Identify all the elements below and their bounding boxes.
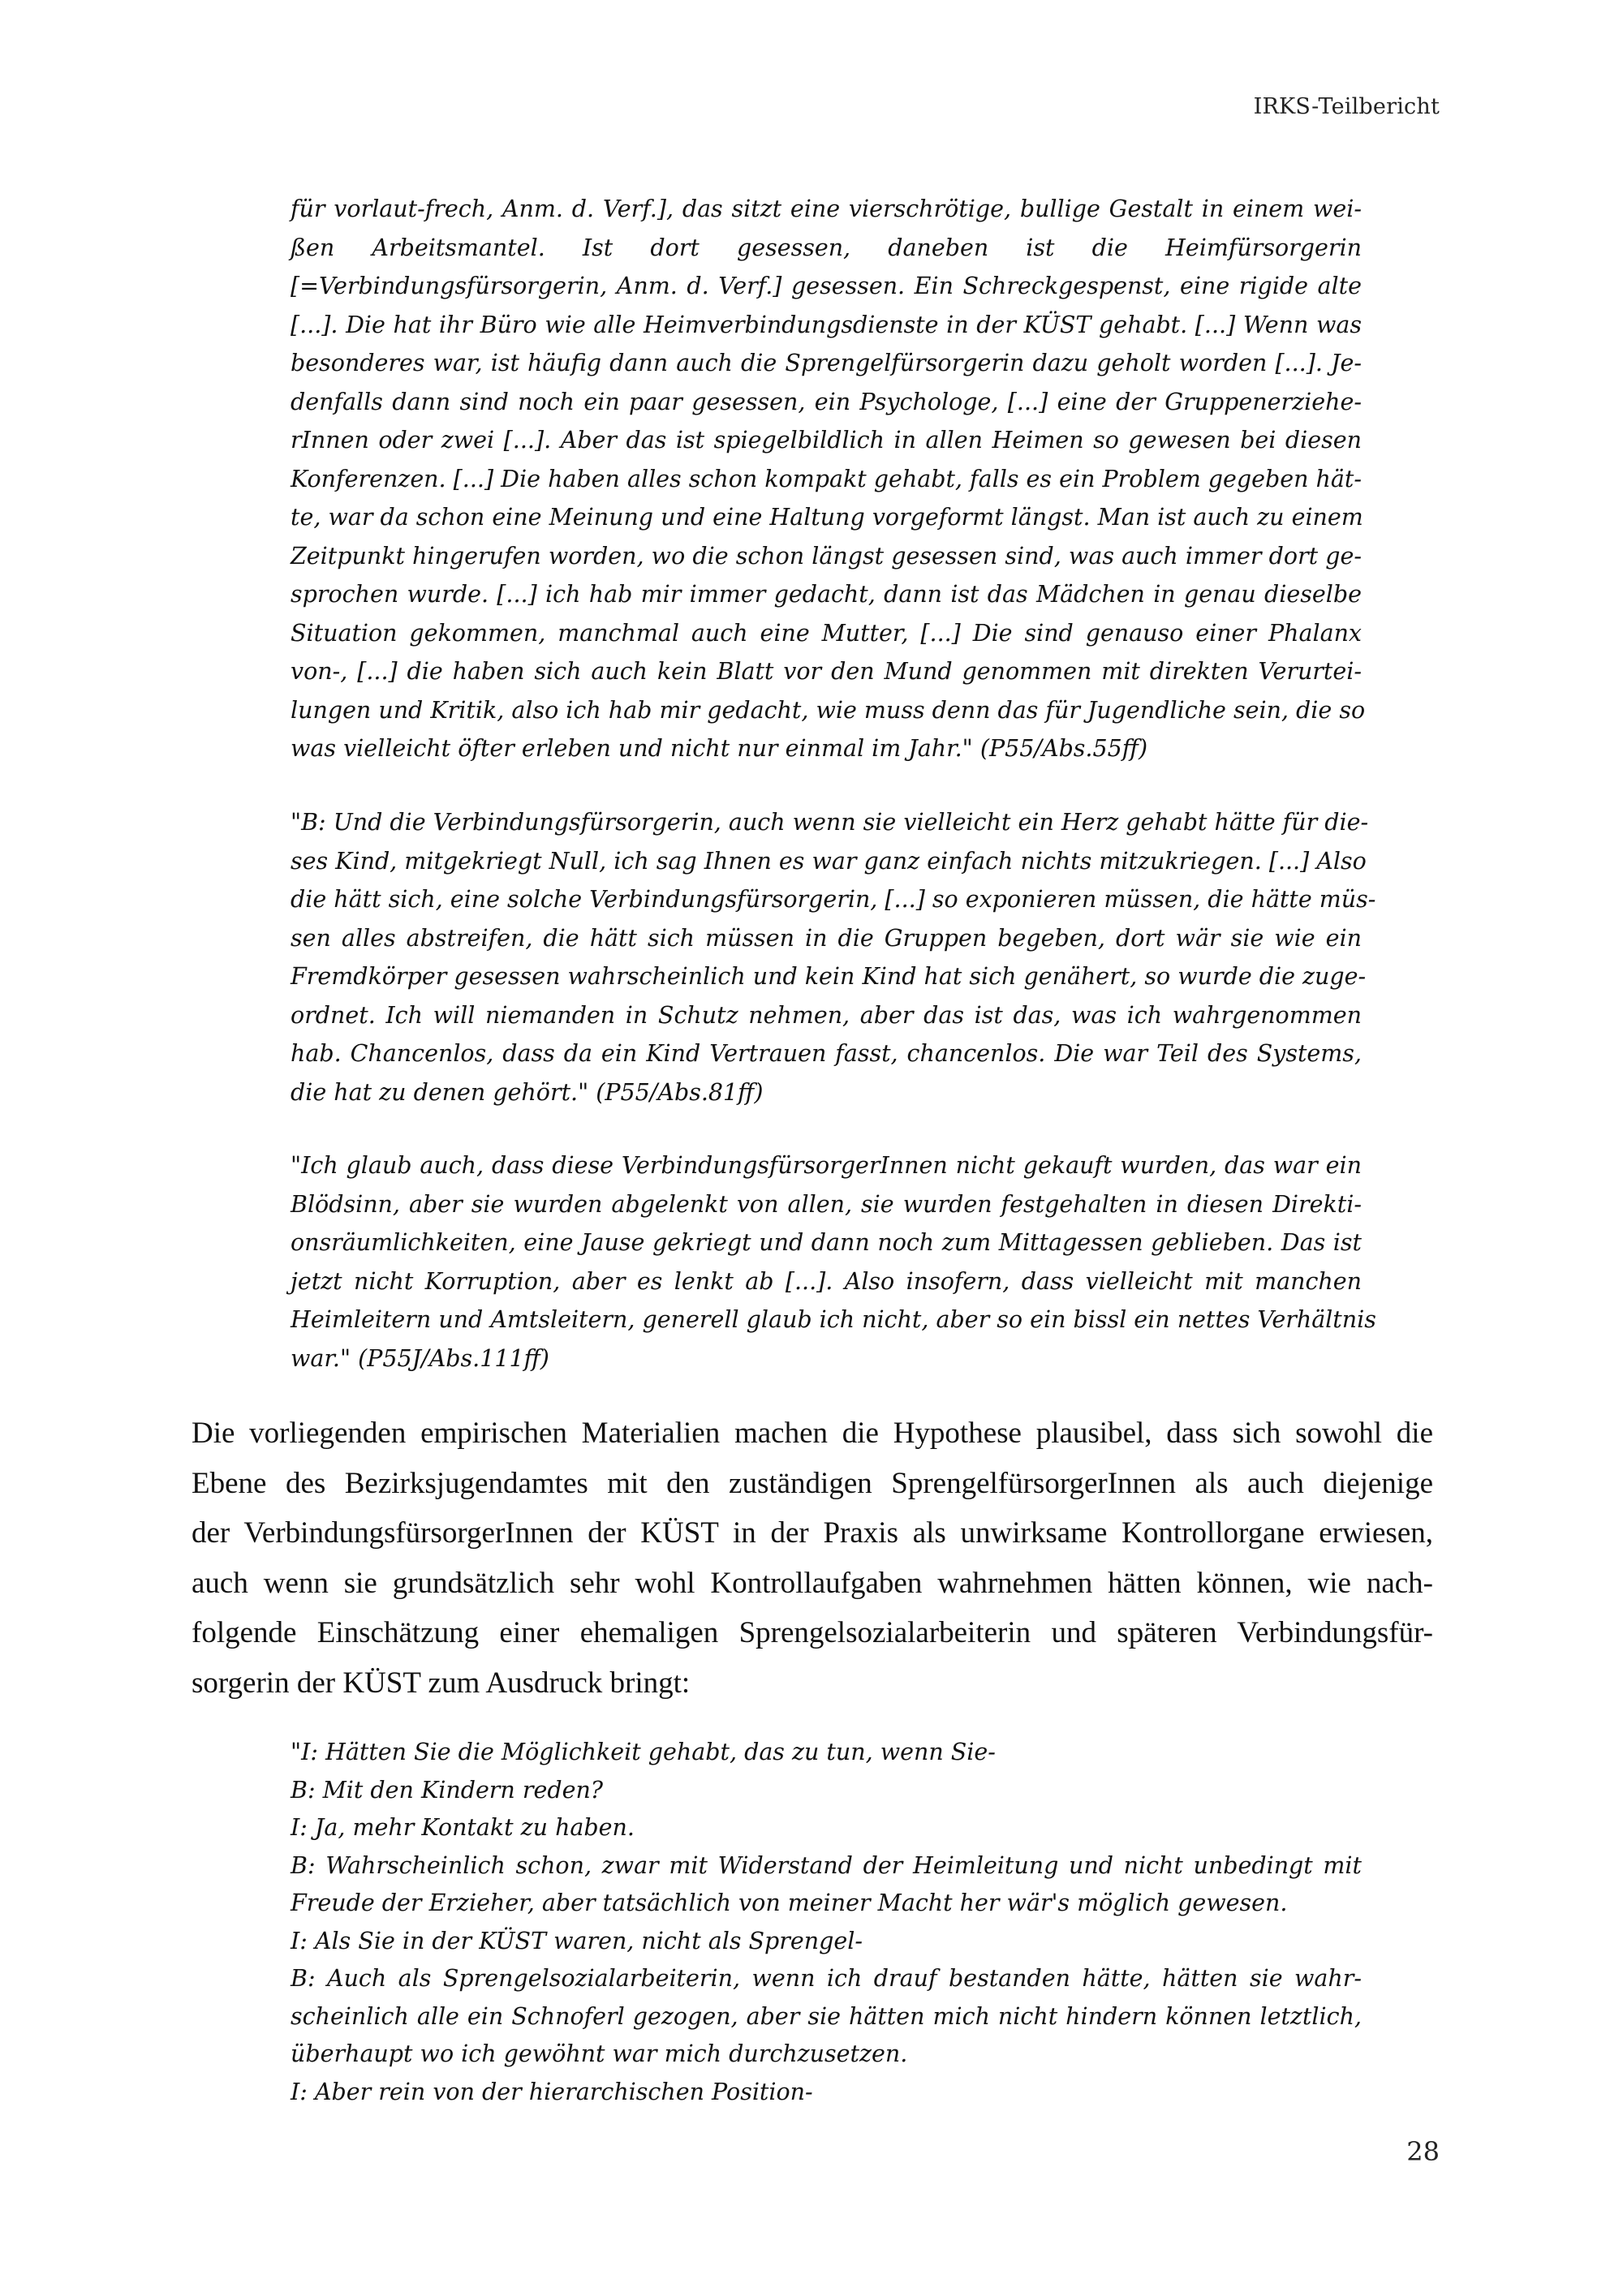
block-quote-3 — [291, 1146, 1376, 1378]
quote-line: für vorlaut-frech, Anm. d. Verf.], das sitzt eine vierschrötige, bullige Gestalt in einem wei- — [291, 196, 1362, 222]
quote-line: lungen und Kritik, also ich hab mir gedacht, wie muss denn das für Jugendliche sein, die so — [291, 696, 1366, 724]
quote-line: von-, [...] die haben sich auch kein Blatt vor den Mund genommen mit direkten Verurtei- — [291, 658, 1362, 685]
quote-line: "Ich glaub auch, dass diese VerbindungsfürsorgerInnen nicht gekauft wurden, das war ein — [291, 1152, 1362, 1179]
quote-line: ßen Arbeitsmantel. Ist dort gesessen, daneben ist die Heimfürsorgerin — [291, 234, 1362, 261]
quote-line: te, war da schon eine Meinung und eine Haltung vorgeformt längst. Man ist auch zu einem — [291, 504, 1363, 531]
running-header: IRKS-Teilbericht — [1253, 94, 1440, 119]
dialogue-line: I: Ja, mehr Kontakt zu haben. — [291, 1814, 635, 1841]
quote-line: Situation gekommen, manchmal auch eine Mutter, [...] Die sind genauso einer Phalanx — [291, 619, 1362, 647]
quote-line: Zeitpunkt hingerufen worden, wo die schon längst gesessen sind, was auch immer dort ge- — [291, 542, 1362, 570]
quote-line: Heimleitern und Amtsleitern, generell glaub ich nicht, aber so ein bissl ein nettes Verhältnis — [291, 1306, 1376, 1333]
quote-line: denfalls dann sind noch ein paar gesessen, ein Psychologe, [...] eine der Gruppenerziehe- — [291, 388, 1362, 415]
body-paragraph — [192, 1408, 1433, 1708]
quote-line: die hätt sich, eine solche Verbindungsfürsorgerin, [...] so exponieren müssen, die hätte müs- — [291, 886, 1376, 913]
dialogue-line: überhaupt wo ich gewöhnt war mich durchzusetzen. — [291, 2040, 908, 2067]
dialogue-line: I: Aber rein von der hierarchischen Position- — [291, 2078, 813, 2105]
quote-line: rInnen oder zwei [...]. Aber das ist spiegelbildlich in allen Heimen so gewesen bei diesen — [291, 427, 1362, 454]
quote-line: die hat zu denen gehört." (P55/Abs.81ff) — [291, 1078, 764, 1106]
dialogue-line: I: Als Sie in der KÜST waren, nicht als Sprengel- — [291, 1927, 863, 1954]
paragraph-line: Ebene des Bezirksjugendamtes mit den zuständigen SprengelfürsorgerInnen als auch diejenige — [192, 1466, 1433, 1500]
interview-dialogue — [291, 1734, 1362, 2111]
quote-line: onsräumlichkeiten, eine Jause gekriegt und dann noch zum Mittagessen geblieben. Das ist — [291, 1229, 1362, 1256]
block-quote-2 — [291, 803, 1376, 1111]
dialogue-line: scheinlich alle ein Schnoferl gezogen, aber sie hätten mich nicht hindern können letztlich, — [291, 2002, 1362, 2030]
paragraph-line: Die vorliegenden empirischen Materialien machen die Hypothese plausibel, dass sich sowohl die — [192, 1417, 1433, 1450]
quote-line: besonderes war, ist häufig dann auch die Sprengelfürsorgerin dazu geholt worden [...]. Je- — [291, 350, 1362, 376]
quote-line: ses Kind, mitgekriegt Null, ich sag Ihnen es war ganz einfach nichts mitzukriegen. [...] Also — [291, 847, 1367, 875]
dialogue-line: B: Auch als Sprengelsozialarbeiterin, wenn ich drauf bestanden hätte, hätten sie wahr- — [291, 1965, 1362, 1992]
quote-line: war." (P55J/Abs.111ff) — [291, 1344, 549, 1372]
block-quote-1 — [291, 190, 1366, 768]
quote-line: [=Verbindungsfürsorgerin, Anm. d. Verf.] gesessen. Ein Schreckgespenst, eine rigide alte — [291, 273, 1362, 299]
quote-line: hab. Chancenlos, dass da ein Kind Vertrauen fasst, chancenlos. Die war Teil des Systems, — [291, 1040, 1362, 1067]
paragraph-line: folgende Einschätzung einer ehemaligen Sprengelsozialarbeiterin und späteren Verbindungsfür- — [192, 1616, 1433, 1649]
quote-line: sen alles abstreifen, die hätt sich müssen in die Gruppen begeben, dort wär sie wie ein — [291, 924, 1362, 952]
quote-line: sprochen wurde. [...] ich hab mir immer gedacht, dann ist das Mädchen in genau dieselbe — [291, 581, 1362, 608]
dialogue-line: B: Wahrscheinlich schon, zwar mit Widerstand der Heimleitung und nicht unbedingt mit — [291, 1851, 1362, 1879]
quote-line: Konferenzen. [...] Die haben alles schon kompakt gehabt, falls es ein Problem gegeben hät- — [291, 465, 1362, 492]
dialogue-line: Freude der Erzieher, aber tatsächlich von meiner Macht her wär's möglich gewesen. — [291, 1890, 1288, 1916]
paragraph-line: sorgerin der KÜST zum Ausdruck bringt: — [192, 1666, 691, 1700]
paragraph-line: auch wenn sie grundsätzlich sehr wohl Kontrollaufgaben wahrnehmen hätten können, wie nach- — [192, 1566, 1433, 1600]
quote-line: "B: Und die Verbindungsfürsorgerin, auch wenn sie vielleicht ein Herz gehabt hätte für die- — [291, 809, 1369, 836]
paragraph-line: der VerbindungsfürsorgerInnen der KÜST in der Praxis als unwirksame Kontrollorgane erwiesen, — [192, 1516, 1433, 1550]
dialogue-line: "I: Hätten Sie die Möglichkeit gehabt, das zu tun, wenn Sie- — [291, 1739, 996, 1765]
dialogue-line: B: Mit den Kindern reden? — [291, 1776, 604, 1804]
quote-line: Blödsinn, aber sie wurden abgelenkt von allen, sie wurden festgehalten in diesen Direkti- — [291, 1190, 1362, 1218]
quote-line: ordnet. Ich will niemanden in Schutz nehmen, aber das ist das, was ich wahrgenommen — [291, 1001, 1362, 1029]
quote-line: [...]. Die hat ihr Büro wie alle Heimverbindungsdienste in der KÜST gehabt. [...] Wenn was — [291, 311, 1362, 338]
page-number: 28 — [1406, 2136, 1440, 2167]
quote-line: jetzt nicht Korruption, aber es lenkt ab [...]. Also insofern, dass vielleicht mit manchen — [291, 1267, 1362, 1295]
quote-line: Fremdkörper gesessen wahrscheinlich und kein Kind hat sich genähert, so wurde die zuge- — [291, 963, 1367, 990]
quote-line: was vielleicht öfter erleben und nicht nur einmal im Jahr." (P55/Abs.55ff) — [291, 735, 1148, 762]
